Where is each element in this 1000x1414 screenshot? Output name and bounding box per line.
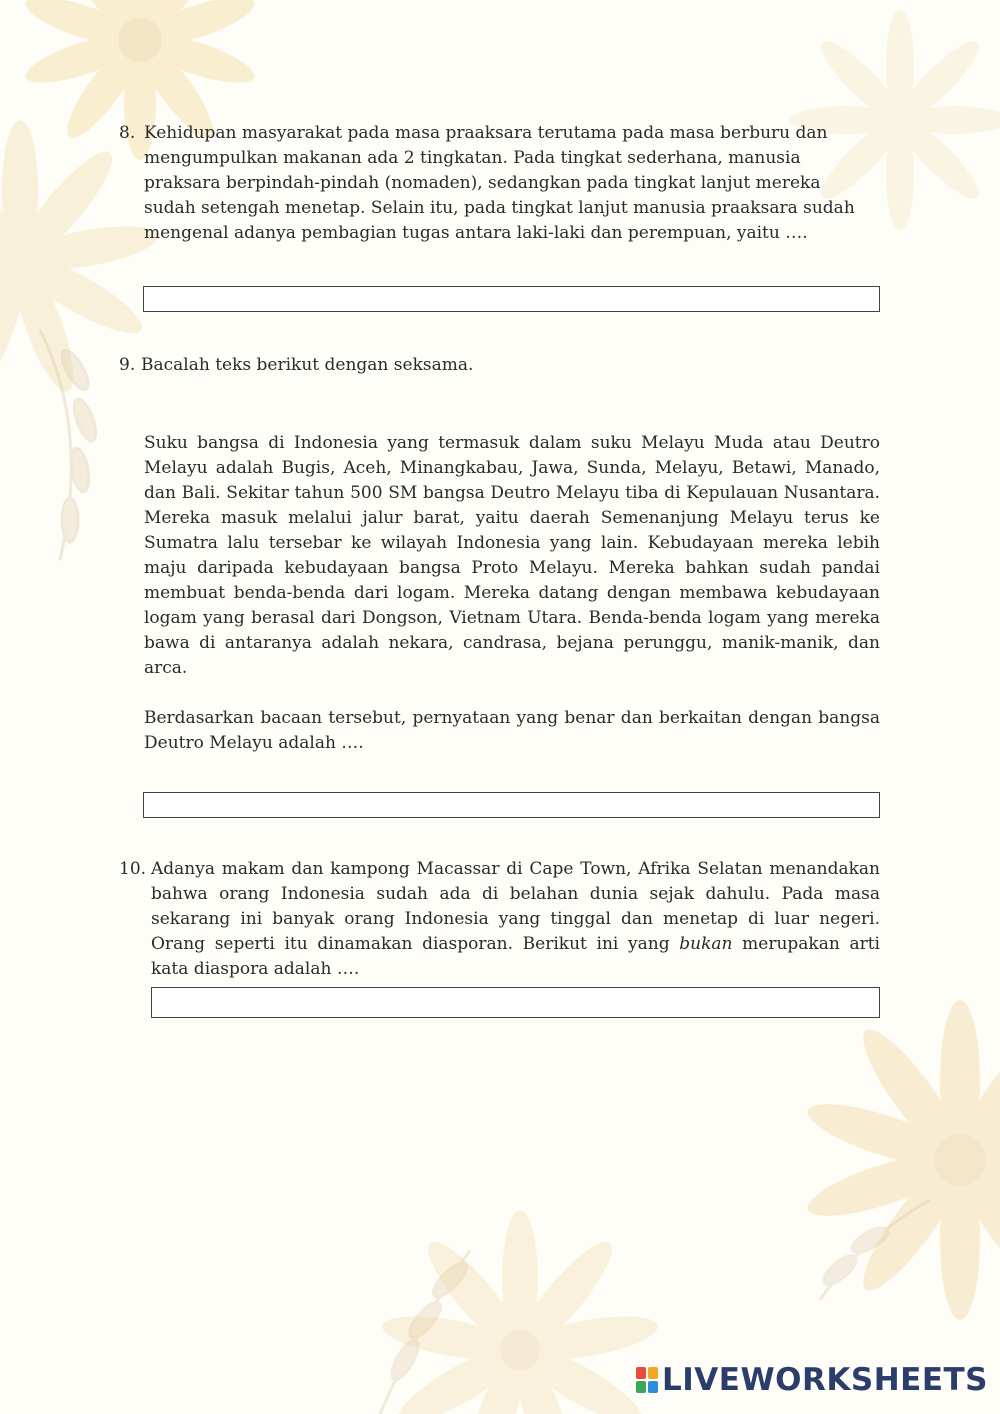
- logo-square: [636, 1381, 646, 1393]
- brand-name: LIVEWORKSHEETS: [662, 1362, 988, 1398]
- liveworksheets-logo[interactable]: [636, 1362, 988, 1398]
- question-number: 9.: [119, 355, 136, 375]
- question-8: [119, 121, 864, 246]
- question-10: [119, 857, 880, 982]
- logo-square: [648, 1367, 658, 1379]
- answer-input-8[interactable]: [143, 286, 880, 312]
- reading-passage: Suku bangsa di Indonesia yang termasuk dalam suku Melayu Muda atau Deutro Melayu adalah Bugis, Aceh, Minangkabau, Jawa, Sunda, Melayu, Betawi, Manado, dan Bali. Sekitar tahun 500 SM bangsa Deutro Melayu tiba di Kepulauan Nusantara. Mereka masuk melalui jalur barat, yaitu daerah Semenanjung Melayu terus ke Sumatra lalu tersebar ke wilayah Indonesia yang lain. Kebudayaan mereka lebih maju daripada kebudayaan bangsa Proto Melayu. Mereka bahkan sudah pandai membuat benda-benda dari logam. Mereka datang dengan membawa kebudayaan logam yang berasal dari Dongson, Vietnam Utara. Benda-benda logam yang mereka bawa di antaranya adalah nekara, candrasa, bejana perunggu, manik-manik, dan arca.: [144, 433, 880, 678]
- question-number: 10.: [119, 859, 147, 879]
- question-text-part: merupakan arti kata diaspora adalah ….: [151, 934, 880, 979]
- logo-square: [636, 1367, 646, 1379]
- logo-square: [648, 1381, 658, 1393]
- question-text: Kehidupan masyarakat pada masa praaksara terutama pada masa berburu dan mengumpulkan makanan ada 2 tingkatan. Pada tingkat sederhana, manusia praksara berpindah-pindah (nomaden), sedangkan pada tingkat lanjut mereka sudah setengah menetap. Selain itu, pada tingkat lanjut manusia praaksara sudah mengenal adanya pembagian tugas antara laki-laki dan perempuan, yaitu ….: [144, 123, 855, 243]
- question-text-emphasis: bukan: [679, 934, 733, 954]
- question-prompt: Berdasarkan bacaan tersebut, pernyataan yang benar dan berkaitan dengan bangsa Deutro Melayu adalah ….: [144, 708, 880, 753]
- question-text-part: Adanya makam dan kampong Macassar di Cape Town, Afrika Selatan menandakan bahwa orang Indonesia sudah ada di belahan dunia sejak dahulu. Pada masa sekarang ini banyak orang Indonesia yang tinggal dan menetap di luar negeri. Orang seperti itu dinamakan diasporan. Berikut ini yang: [151, 859, 880, 954]
- liveworksheets-mark-icon: [636, 1367, 658, 1393]
- question-9: [119, 353, 864, 378]
- question-intro: Bacalah teks berikut dengan seksama.: [141, 355, 474, 375]
- answer-input-9[interactable]: [143, 792, 880, 818]
- question-text: [119, 857, 880, 982]
- question-number: 8.: [119, 123, 136, 143]
- answer-input-10[interactable]: [151, 987, 880, 1018]
